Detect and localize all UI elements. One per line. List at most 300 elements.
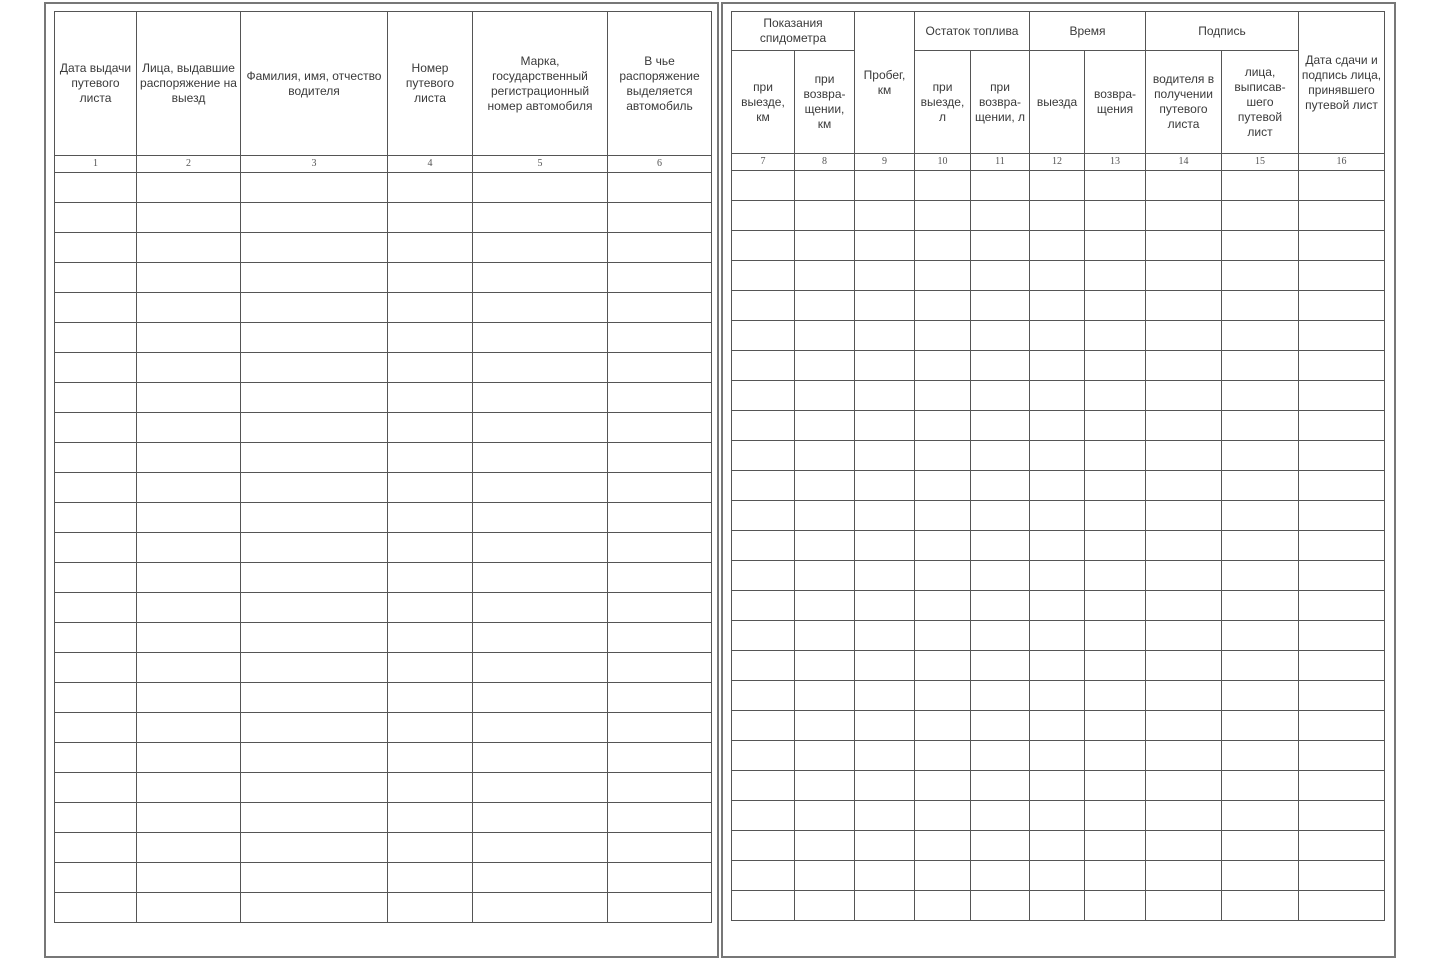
entry-cell[interactable]: [915, 891, 971, 921]
entry-cell[interactable]: [241, 563, 388, 593]
entry-cell[interactable]: [795, 261, 855, 291]
entry-cell[interactable]: [732, 201, 795, 231]
entry-cell[interactable]: [55, 323, 137, 353]
entry-cell[interactable]: [855, 561, 915, 591]
entry-cell[interactable]: [855, 171, 915, 201]
entry-cell[interactable]: [971, 441, 1030, 471]
entry-cell[interactable]: [855, 741, 915, 771]
entry-cell[interactable]: [388, 593, 473, 623]
entry-cell[interactable]: [1146, 231, 1222, 261]
entry-cell[interactable]: [1299, 231, 1385, 261]
entry-cell[interactable]: [732, 231, 795, 261]
entry-cell[interactable]: [1085, 231, 1146, 261]
entry-cell[interactable]: [1085, 891, 1146, 921]
entry-cell[interactable]: [915, 621, 971, 651]
entry-cell[interactable]: [855, 591, 915, 621]
entry-cell[interactable]: [1146, 171, 1222, 201]
entry-cell[interactable]: [1299, 411, 1385, 441]
entry-cell[interactable]: [388, 233, 473, 263]
entry-cell[interactable]: [388, 173, 473, 203]
entry-cell[interactable]: [137, 293, 241, 323]
entry-cell[interactable]: [473, 263, 608, 293]
entry-cell[interactable]: [1030, 861, 1085, 891]
entry-cell[interactable]: [608, 803, 712, 833]
entry-cell[interactable]: [795, 171, 855, 201]
entry-cell[interactable]: [473, 803, 608, 833]
entry-cell[interactable]: [855, 711, 915, 741]
entry-cell[interactable]: [1146, 321, 1222, 351]
entry-cell[interactable]: [241, 263, 388, 293]
entry-cell[interactable]: [241, 383, 388, 413]
entry-cell[interactable]: [732, 411, 795, 441]
entry-cell[interactable]: [137, 683, 241, 713]
entry-cell[interactable]: [915, 531, 971, 561]
entry-cell[interactable]: [473, 713, 608, 743]
entry-cell[interactable]: [795, 711, 855, 741]
entry-cell[interactable]: [971, 891, 1030, 921]
entry-cell[interactable]: [388, 713, 473, 743]
entry-cell[interactable]: [795, 621, 855, 651]
entry-cell[interactable]: [795, 861, 855, 891]
entry-cell[interactable]: [795, 351, 855, 381]
entry-cell[interactable]: [1222, 321, 1299, 351]
entry-cell[interactable]: [137, 173, 241, 203]
entry-cell[interactable]: [473, 893, 608, 923]
entry-cell[interactable]: [473, 773, 608, 803]
entry-cell[interactable]: [608, 203, 712, 233]
entry-cell[interactable]: [915, 741, 971, 771]
entry-cell[interactable]: [388, 293, 473, 323]
entry-cell[interactable]: [1085, 591, 1146, 621]
entry-cell[interactable]: [915, 471, 971, 501]
entry-cell[interactable]: [1222, 351, 1299, 381]
entry-cell[interactable]: [732, 831, 795, 861]
entry-cell[interactable]: [55, 503, 137, 533]
entry-cell[interactable]: [1146, 861, 1222, 891]
entry-cell[interactable]: [55, 893, 137, 923]
entry-cell[interactable]: [241, 593, 388, 623]
entry-cell[interactable]: [388, 323, 473, 353]
entry-cell[interactable]: [971, 321, 1030, 351]
entry-cell[interactable]: [473, 443, 608, 473]
entry-cell[interactable]: [388, 803, 473, 833]
entry-cell[interactable]: [137, 503, 241, 533]
entry-cell[interactable]: [55, 833, 137, 863]
entry-cell[interactable]: [241, 293, 388, 323]
entry-cell[interactable]: [1085, 531, 1146, 561]
entry-cell[interactable]: [915, 261, 971, 291]
entry-cell[interactable]: [855, 801, 915, 831]
entry-cell[interactable]: [1085, 831, 1146, 861]
entry-cell[interactable]: [855, 351, 915, 381]
entry-cell[interactable]: [137, 563, 241, 593]
entry-cell[interactable]: [1030, 201, 1085, 231]
entry-cell[interactable]: [1222, 831, 1299, 861]
entry-cell[interactable]: [1030, 171, 1085, 201]
entry-cell[interactable]: [241, 743, 388, 773]
entry-cell[interactable]: [855, 831, 915, 861]
entry-cell[interactable]: [971, 201, 1030, 231]
entry-cell[interactable]: [473, 383, 608, 413]
entry-cell[interactable]: [1030, 621, 1085, 651]
entry-cell[interactable]: [855, 441, 915, 471]
entry-cell[interactable]: [473, 863, 608, 893]
entry-cell[interactable]: [1085, 801, 1146, 831]
entry-cell[interactable]: [608, 563, 712, 593]
entry-cell[interactable]: [55, 473, 137, 503]
entry-cell[interactable]: [1299, 651, 1385, 681]
entry-cell[interactable]: [388, 353, 473, 383]
entry-cell[interactable]: [241, 203, 388, 233]
entry-cell[interactable]: [971, 531, 1030, 561]
entry-cell[interactable]: [1146, 741, 1222, 771]
entry-cell[interactable]: [1146, 651, 1222, 681]
entry-cell[interactable]: [1222, 741, 1299, 771]
entry-cell[interactable]: [855, 771, 915, 801]
entry-cell[interactable]: [855, 531, 915, 561]
entry-cell[interactable]: [1085, 171, 1146, 201]
entry-cell[interactable]: [915, 591, 971, 621]
entry-cell[interactable]: [388, 413, 473, 443]
entry-cell[interactable]: [388, 503, 473, 533]
entry-cell[interactable]: [473, 353, 608, 383]
entry-cell[interactable]: [137, 833, 241, 863]
entry-cell[interactable]: [915, 171, 971, 201]
entry-cell[interactable]: [1146, 801, 1222, 831]
entry-cell[interactable]: [915, 411, 971, 441]
entry-cell[interactable]: [1030, 351, 1085, 381]
entry-cell[interactable]: [1146, 471, 1222, 501]
entry-cell[interactable]: [1222, 771, 1299, 801]
entry-cell[interactable]: [608, 383, 712, 413]
entry-cell[interactable]: [608, 443, 712, 473]
entry-cell[interactable]: [241, 773, 388, 803]
entry-cell[interactable]: [388, 383, 473, 413]
entry-cell[interactable]: [855, 891, 915, 921]
entry-cell[interactable]: [795, 681, 855, 711]
entry-cell[interactable]: [388, 473, 473, 503]
entry-cell[interactable]: [971, 651, 1030, 681]
entry-cell[interactable]: [1299, 741, 1385, 771]
entry-cell[interactable]: [388, 863, 473, 893]
entry-cell[interactable]: [1299, 471, 1385, 501]
entry-cell[interactable]: [855, 681, 915, 711]
entry-cell[interactable]: [915, 201, 971, 231]
entry-cell[interactable]: [473, 203, 608, 233]
entry-cell[interactable]: [241, 323, 388, 353]
entry-cell[interactable]: [971, 831, 1030, 861]
entry-cell[interactable]: [1030, 321, 1085, 351]
entry-cell[interactable]: [1030, 741, 1085, 771]
entry-cell[interactable]: [1222, 801, 1299, 831]
entry-cell[interactable]: [1222, 561, 1299, 591]
entry-cell[interactable]: [137, 713, 241, 743]
entry-cell[interactable]: [1085, 261, 1146, 291]
entry-cell[interactable]: [1146, 621, 1222, 651]
entry-cell[interactable]: [608, 653, 712, 683]
entry-cell[interactable]: [1222, 591, 1299, 621]
entry-cell[interactable]: [795, 441, 855, 471]
entry-cell[interactable]: [608, 323, 712, 353]
entry-cell[interactable]: [732, 171, 795, 201]
entry-cell[interactable]: [608, 623, 712, 653]
entry-cell[interactable]: [1299, 861, 1385, 891]
entry-cell[interactable]: [795, 651, 855, 681]
entry-cell[interactable]: [971, 291, 1030, 321]
entry-cell[interactable]: [1222, 471, 1299, 501]
entry-cell[interactable]: [915, 321, 971, 351]
entry-cell[interactable]: [971, 501, 1030, 531]
entry-cell[interactable]: [55, 353, 137, 383]
entry-cell[interactable]: [1222, 261, 1299, 291]
entry-cell[interactable]: [795, 531, 855, 561]
entry-cell[interactable]: [1222, 891, 1299, 921]
entry-cell[interactable]: [1299, 321, 1385, 351]
entry-cell[interactable]: [971, 861, 1030, 891]
entry-cell[interactable]: [473, 293, 608, 323]
entry-cell[interactable]: [1030, 801, 1085, 831]
entry-cell[interactable]: [55, 383, 137, 413]
entry-cell[interactable]: [55, 683, 137, 713]
entry-cell[interactable]: [1222, 711, 1299, 741]
entry-cell[interactable]: [1222, 171, 1299, 201]
entry-cell[interactable]: [473, 533, 608, 563]
entry-cell[interactable]: [55, 173, 137, 203]
entry-cell[interactable]: [1299, 591, 1385, 621]
entry-cell[interactable]: [1030, 471, 1085, 501]
entry-cell[interactable]: [1299, 531, 1385, 561]
entry-cell[interactable]: [1085, 771, 1146, 801]
entry-cell[interactable]: [388, 683, 473, 713]
entry-cell[interactable]: [137, 803, 241, 833]
entry-cell[interactable]: [137, 593, 241, 623]
entry-cell[interactable]: [137, 353, 241, 383]
entry-cell[interactable]: [971, 801, 1030, 831]
entry-cell[interactable]: [855, 501, 915, 531]
entry-cell[interactable]: [55, 203, 137, 233]
entry-cell[interactable]: [1085, 621, 1146, 651]
entry-cell[interactable]: [241, 353, 388, 383]
entry-cell[interactable]: [241, 713, 388, 743]
entry-cell[interactable]: [1299, 351, 1385, 381]
entry-cell[interactable]: [1146, 501, 1222, 531]
entry-cell[interactable]: [473, 563, 608, 593]
entry-cell[interactable]: [1222, 441, 1299, 471]
entry-cell[interactable]: [1085, 291, 1146, 321]
entry-cell[interactable]: [1146, 831, 1222, 861]
entry-cell[interactable]: [608, 233, 712, 263]
entry-cell[interactable]: [241, 173, 388, 203]
entry-cell[interactable]: [1030, 411, 1085, 441]
entry-cell[interactable]: [137, 383, 241, 413]
entry-cell[interactable]: [137, 233, 241, 263]
entry-cell[interactable]: [795, 381, 855, 411]
entry-cell[interactable]: [971, 741, 1030, 771]
entry-cell[interactable]: [137, 443, 241, 473]
entry-cell[interactable]: [1085, 651, 1146, 681]
entry-cell[interactable]: [1030, 831, 1085, 861]
entry-cell[interactable]: [971, 711, 1030, 741]
entry-cell[interactable]: [473, 653, 608, 683]
entry-cell[interactable]: [137, 863, 241, 893]
entry-cell[interactable]: [1146, 291, 1222, 321]
entry-cell[interactable]: [55, 713, 137, 743]
entry-cell[interactable]: [388, 203, 473, 233]
entry-cell[interactable]: [1146, 381, 1222, 411]
entry-cell[interactable]: [855, 201, 915, 231]
entry-cell[interactable]: [1146, 351, 1222, 381]
entry-cell[interactable]: [1146, 771, 1222, 801]
entry-cell[interactable]: [1222, 651, 1299, 681]
entry-cell[interactable]: [732, 261, 795, 291]
entry-cell[interactable]: [1030, 561, 1085, 591]
entry-cell[interactable]: [915, 801, 971, 831]
entry-cell[interactable]: [1030, 381, 1085, 411]
entry-cell[interactable]: [1299, 681, 1385, 711]
entry-cell[interactable]: [1222, 411, 1299, 441]
entry-cell[interactable]: [473, 683, 608, 713]
entry-cell[interactable]: [1222, 531, 1299, 561]
entry-cell[interactable]: [971, 681, 1030, 711]
entry-cell[interactable]: [388, 893, 473, 923]
entry-cell[interactable]: [608, 413, 712, 443]
entry-cell[interactable]: [732, 741, 795, 771]
entry-cell[interactable]: [55, 653, 137, 683]
entry-cell[interactable]: [971, 591, 1030, 621]
entry-cell[interactable]: [473, 743, 608, 773]
entry-cell[interactable]: [1222, 381, 1299, 411]
entry-cell[interactable]: [915, 771, 971, 801]
entry-cell[interactable]: [1030, 711, 1085, 741]
entry-cell[interactable]: [795, 831, 855, 861]
entry-cell[interactable]: [137, 653, 241, 683]
entry-cell[interactable]: [241, 833, 388, 863]
entry-cell[interactable]: [241, 653, 388, 683]
entry-cell[interactable]: [1030, 441, 1085, 471]
entry-cell[interactable]: [1299, 891, 1385, 921]
entry-cell[interactable]: [915, 441, 971, 471]
entry-cell[interactable]: [608, 893, 712, 923]
entry-cell[interactable]: [1299, 831, 1385, 861]
entry-cell[interactable]: [473, 413, 608, 443]
entry-cell[interactable]: [388, 773, 473, 803]
entry-cell[interactable]: [241, 533, 388, 563]
entry-cell[interactable]: [1030, 891, 1085, 921]
entry-cell[interactable]: [388, 263, 473, 293]
entry-cell[interactable]: [795, 741, 855, 771]
entry-cell[interactable]: [1030, 291, 1085, 321]
entry-cell[interactable]: [795, 501, 855, 531]
entry-cell[interactable]: [1085, 501, 1146, 531]
entry-cell[interactable]: [795, 411, 855, 441]
entry-cell[interactable]: [732, 321, 795, 351]
entry-cell[interactable]: [1146, 201, 1222, 231]
entry-cell[interactable]: [855, 261, 915, 291]
entry-cell[interactable]: [608, 773, 712, 803]
entry-cell[interactable]: [1030, 531, 1085, 561]
entry-cell[interactable]: [855, 231, 915, 261]
entry-cell[interactable]: [473, 623, 608, 653]
entry-cell[interactable]: [915, 231, 971, 261]
entry-cell[interactable]: [388, 563, 473, 593]
entry-cell[interactable]: [971, 351, 1030, 381]
entry-cell[interactable]: [732, 681, 795, 711]
entry-cell[interactable]: [795, 321, 855, 351]
entry-cell[interactable]: [855, 471, 915, 501]
entry-cell[interactable]: [473, 833, 608, 863]
entry-cell[interactable]: [732, 291, 795, 321]
entry-cell[interactable]: [55, 863, 137, 893]
entry-cell[interactable]: [1146, 531, 1222, 561]
entry-cell[interactable]: [55, 233, 137, 263]
entry-cell[interactable]: [1299, 501, 1385, 531]
entry-cell[interactable]: [608, 533, 712, 563]
entry-cell[interactable]: [608, 173, 712, 203]
entry-cell[interactable]: [241, 863, 388, 893]
entry-cell[interactable]: [241, 893, 388, 923]
entry-cell[interactable]: [1299, 441, 1385, 471]
entry-cell[interactable]: [1030, 771, 1085, 801]
entry-cell[interactable]: [241, 503, 388, 533]
entry-cell[interactable]: [608, 503, 712, 533]
entry-cell[interactable]: [55, 593, 137, 623]
entry-cell[interactable]: [137, 893, 241, 923]
entry-cell[interactable]: [1222, 231, 1299, 261]
entry-cell[interactable]: [1030, 501, 1085, 531]
entry-cell[interactable]: [732, 441, 795, 471]
entry-cell[interactable]: [1030, 231, 1085, 261]
entry-cell[interactable]: [608, 863, 712, 893]
entry-cell[interactable]: [608, 293, 712, 323]
entry-cell[interactable]: [1146, 411, 1222, 441]
entry-cell[interactable]: [795, 891, 855, 921]
entry-cell[interactable]: [1222, 201, 1299, 231]
entry-cell[interactable]: [1085, 561, 1146, 591]
entry-cell[interactable]: [473, 323, 608, 353]
entry-cell[interactable]: [388, 833, 473, 863]
entry-cell[interactable]: [1222, 291, 1299, 321]
entry-cell[interactable]: [137, 473, 241, 503]
entry-cell[interactable]: [732, 891, 795, 921]
entry-cell[interactable]: [732, 861, 795, 891]
entry-cell[interactable]: [732, 801, 795, 831]
entry-cell[interactable]: [1299, 801, 1385, 831]
entry-cell[interactable]: [1222, 501, 1299, 531]
entry-cell[interactable]: [473, 593, 608, 623]
entry-cell[interactable]: [388, 623, 473, 653]
entry-cell[interactable]: [388, 743, 473, 773]
entry-cell[interactable]: [1222, 621, 1299, 651]
entry-cell[interactable]: [241, 623, 388, 653]
entry-cell[interactable]: [971, 621, 1030, 651]
entry-cell[interactable]: [855, 651, 915, 681]
entry-cell[interactable]: [1146, 441, 1222, 471]
entry-cell[interactable]: [732, 621, 795, 651]
entry-cell[interactable]: [795, 201, 855, 231]
entry-cell[interactable]: [608, 473, 712, 503]
entry-cell[interactable]: [915, 291, 971, 321]
entry-cell[interactable]: [915, 351, 971, 381]
entry-cell[interactable]: [1299, 291, 1385, 321]
entry-cell[interactable]: [1222, 681, 1299, 711]
entry-cell[interactable]: [732, 591, 795, 621]
entry-cell[interactable]: [55, 773, 137, 803]
entry-cell[interactable]: [1146, 711, 1222, 741]
entry-cell[interactable]: [55, 413, 137, 443]
entry-cell[interactable]: [971, 381, 1030, 411]
entry-cell[interactable]: [388, 443, 473, 473]
entry-cell[interactable]: [795, 231, 855, 261]
